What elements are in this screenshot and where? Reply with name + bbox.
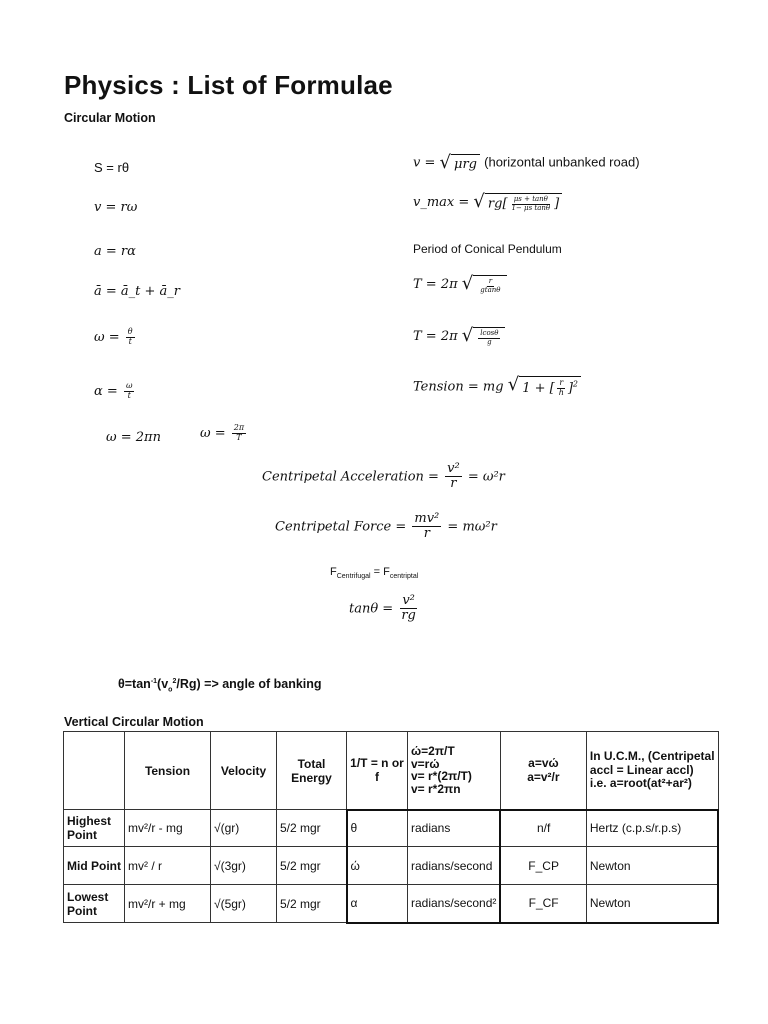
sqrt-icon: √: [439, 152, 451, 173]
table-cell: radians/second²: [408, 885, 501, 923]
banking-text: θ=tan: [118, 677, 151, 691]
sqrt-icon: √: [461, 325, 474, 346]
table-cell: √(5gr): [211, 885, 277, 923]
table-row: [64, 847, 719, 885]
banking-text: => angle of banking: [200, 677, 322, 691]
table-cell: mv² / r: [125, 847, 211, 885]
formula-numerator: lcosθ: [480, 329, 499, 337]
table-header-cell: Tension: [125, 732, 211, 810]
table-header-cell: Velocity: [211, 732, 277, 810]
table-cell: √(gr): [211, 810, 277, 847]
formula-rhs: = mω²r: [447, 519, 497, 535]
formula-denominator: T: [236, 432, 242, 442]
formula-lhs: Centripetal Acceleration =: [262, 469, 439, 485]
formula-centripetal-force: [275, 512, 497, 542]
table-cell: Hertz (c.p.s/r.p.s): [586, 810, 718, 847]
table-row: [64, 810, 719, 847]
formula-linear-velocity: v = rω: [94, 200, 138, 215]
formula-angular-velocity: [94, 328, 137, 347]
table-cell: radians/second: [408, 847, 501, 885]
formula-tangential-acceleration: a = rα: [94, 244, 136, 259]
formula-lhs: Tension = mg: [413, 379, 504, 395]
formula-arc-length: S = rθ: [94, 160, 130, 175]
table-header-cell: a=vώ a=v²/r: [500, 732, 586, 810]
force-subscript: centriptal: [389, 573, 419, 581]
table-cell: F_CF: [500, 885, 586, 923]
formula-centripetal-acceleration: [262, 462, 505, 492]
section-circular-motion: Circular Motion: [64, 111, 156, 125]
table-header-cell: In U.C.M., (Centripetal accl = Linear accl) i.e. a=root(at²+ar²): [586, 732, 718, 810]
table-row: [64, 885, 719, 923]
table-cell: ώ: [347, 847, 408, 885]
formula-max-speed-unbanked: [413, 154, 640, 172]
force-symbol: F: [330, 566, 337, 578]
table-header-cell: Total Energy: [277, 732, 347, 810]
force-subscript: Centrifugal: [336, 573, 371, 581]
table-cell: mv²/r - mg: [125, 810, 211, 847]
formula-note: (horizontal unbanked road): [484, 154, 640, 170]
formula-denominator: 1− μs tanθ: [511, 203, 551, 212]
formula-numerator: μs + tanθ: [513, 195, 548, 203]
formula-lhs: v_max =: [413, 195, 470, 211]
sqrt-icon: √: [461, 273, 474, 294]
formula-numerator: 2π: [233, 423, 245, 432]
formula-lhs: α =: [94, 383, 118, 399]
table-cell: Lowest Point: [64, 885, 125, 923]
formula-denominator: gtanθ: [480, 285, 501, 294]
section-vertical-circular-motion: Vertical Circular Motion: [64, 715, 204, 729]
banking-text: /Rg): [176, 677, 201, 691]
formula-denominator: r: [423, 526, 430, 542]
table-cell: 5/2 mgr: [277, 810, 347, 847]
formula-denominator: r: [450, 476, 457, 492]
formula-numerator: θ: [127, 327, 133, 336]
formula-numerator: ω: [125, 381, 133, 390]
sqrt-icon: √: [507, 374, 520, 395]
table-cell: n/f: [500, 810, 586, 847]
formula-tension: [413, 376, 581, 398]
table-header-row: [64, 732, 719, 810]
formula-denominator: rg: [401, 608, 416, 624]
formula-inner: 1 + [: [522, 380, 555, 396]
formula-omega-period: [200, 424, 248, 443]
formula-banking-angle: [349, 594, 420, 624]
formula-lhs: Centripetal Force =: [275, 519, 407, 535]
table-cell: Mid Point: [64, 847, 125, 885]
formula-omega-frequency: ω = 2πn: [106, 430, 161, 445]
banking-sup: 2: [172, 677, 177, 685]
formula-force-equality: [330, 566, 418, 580]
table-header-cell: [64, 732, 125, 810]
formula-conical-period: [413, 275, 507, 294]
formula-bracket: ]: [567, 380, 573, 396]
formula-numerator: r: [488, 277, 493, 285]
force-symbol: F: [383, 566, 390, 578]
formula-denominator: h: [558, 387, 564, 397]
banking-text: (v: [157, 677, 169, 691]
label-conical-pendulum: Period of Conical Pendulum: [413, 242, 562, 256]
formula-lhs: ω =: [200, 425, 226, 441]
formula-radicand: μrg: [451, 154, 480, 172]
formula-denominator: t: [127, 390, 131, 400]
formula-exponent: 2: [572, 379, 579, 389]
formula-vector-acceleration: ā = ā_t + ā_r: [94, 284, 181, 299]
table-cell: √(3gr): [211, 847, 277, 885]
table-cell: 5/2 mgr: [277, 885, 347, 923]
banking-sub: o: [168, 686, 173, 694]
formula-radicand: rg[: [487, 196, 508, 212]
sqrt-icon: √: [473, 191, 485, 212]
table-cell: F_CP: [500, 847, 586, 885]
table-cell: α: [347, 885, 408, 923]
table-cell: θ: [347, 810, 408, 847]
formula-numerator: r: [559, 378, 564, 387]
table-header-cell: 1/T = n or f: [347, 732, 408, 810]
formula-lhs: tanθ =: [349, 601, 394, 617]
formula-lhs: T = 2π: [413, 329, 458, 345]
table-header-cell: ώ=2π/T v=rώ v= r*(2π/T) v= r*2πn: [408, 732, 501, 810]
table-cell: 5/2 mgr: [277, 847, 347, 885]
page-title: Physics : List of Formulae: [64, 70, 393, 100]
formula-numerator: v²: [402, 593, 415, 608]
table-cell: radians: [408, 810, 501, 847]
formula-denominator: g: [487, 337, 492, 346]
table-cell: Highest Point: [64, 810, 125, 847]
formula-lhs: ω =: [94, 329, 120, 345]
table-cell: mv²/r + mg: [125, 885, 211, 923]
formula-lhs: T = 2π: [413, 277, 458, 293]
formula-numerator: mv²: [414, 511, 440, 526]
formula-angular-acceleration: [94, 382, 136, 401]
formula-numerator: v²: [447, 461, 460, 476]
vertical-circular-motion-table: [63, 731, 719, 924]
table-cell: Newton: [586, 885, 718, 923]
force-equals: =: [370, 566, 384, 578]
formula-bracket: ]: [554, 196, 560, 212]
formula-denominator: t: [128, 336, 132, 346]
banking-note: [118, 677, 322, 694]
formula-rhs: = ω²r: [467, 469, 505, 485]
formula-max-speed-banked: [413, 193, 562, 212]
formula-conical-period-length: [413, 327, 505, 346]
banking-sup: -1: [150, 677, 158, 685]
table-cell: Newton: [586, 847, 718, 885]
formula-lhs: v =: [413, 155, 436, 171]
